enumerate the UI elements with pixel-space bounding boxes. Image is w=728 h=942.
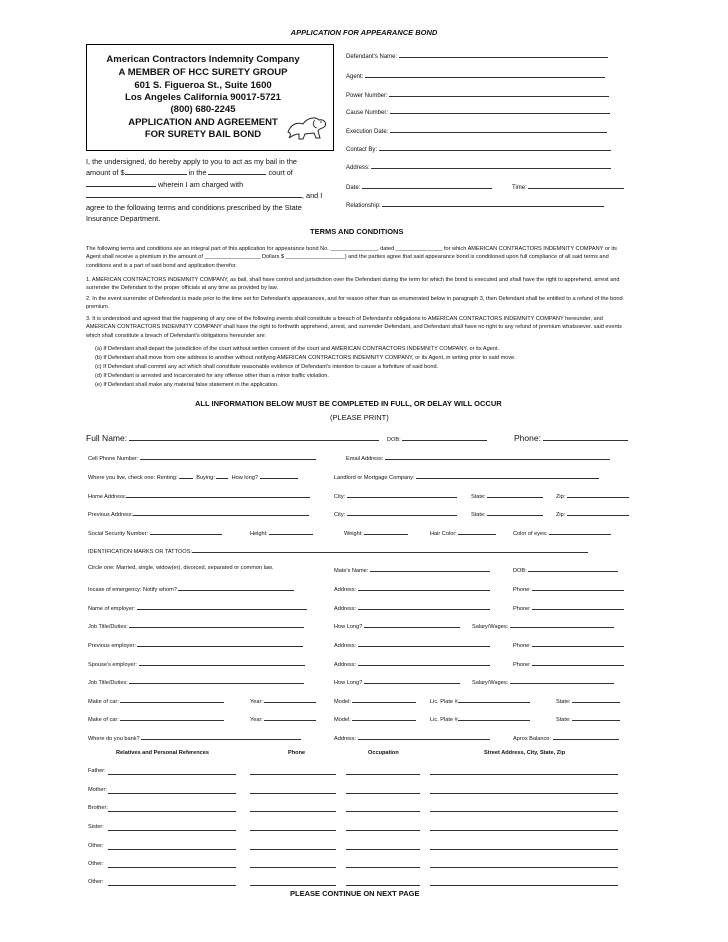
eye-color-field[interactable]: Color of eyes: bbox=[513, 528, 611, 537]
reference-phone-line[interactable] bbox=[250, 774, 336, 775]
reference-address-line[interactable] bbox=[430, 793, 618, 794]
car-1-year-field[interactable]: Year: bbox=[250, 696, 316, 705]
please-print: (PLEASE PRINT) bbox=[330, 413, 389, 422]
previous-address-field[interactable]: Previous Address: bbox=[88, 509, 309, 518]
emergency-contact-field[interactable]: Incase of emergency: Notify whom? bbox=[88, 584, 294, 593]
employer-field[interactable]: Name of employer: bbox=[88, 603, 307, 612]
terms-item-a: (a) If Defendant shall depart the jurisdiction of the court without written consent of the court and AMERICAN CONTRACTORS INDEMNITY COMPANY, or its Agent. bbox=[95, 346, 500, 352]
spouse-how-long-field[interactable]: How Long? bbox=[334, 677, 460, 686]
terms-paragraph-2: 2. In the event surrender of Defendant is made prior to the time set for Defendant's appearances, and for reason other than as enumerated below in paragraph 3, then Defendant shall be entitled to a refund of the bond premium. bbox=[86, 296, 623, 311]
reference-address-line[interactable] bbox=[430, 849, 618, 850]
home-zip-field[interactable]: Zip: bbox=[556, 491, 629, 500]
emergency-address-field[interactable]: Address: bbox=[334, 584, 490, 593]
reference-occupation-line[interactable] bbox=[346, 774, 420, 775]
reference-occupation-line[interactable] bbox=[346, 885, 420, 886]
reference-name-line[interactable] bbox=[108, 793, 236, 794]
home-state-field[interactable]: State: bbox=[471, 491, 543, 500]
relationship-field[interactable]: Relationship: bbox=[346, 199, 604, 209]
company-city: Los Angeles California 90017-5721 bbox=[125, 92, 281, 103]
car-1-model-field[interactable]: Model: bbox=[334, 696, 416, 705]
power-number-field[interactable]: Power Number: bbox=[346, 89, 609, 99]
reference-phone-line[interactable] bbox=[250, 885, 336, 886]
reference-name-line[interactable] bbox=[108, 774, 236, 775]
reference-phone-line[interactable] bbox=[250, 793, 336, 794]
time-field[interactable]: Time: bbox=[512, 181, 624, 191]
job-title-field[interactable]: Job Title/Duties: bbox=[88, 621, 304, 630]
company-name: American Contractors Indemnity Company bbox=[106, 54, 300, 65]
home-city-field[interactable]: City: bbox=[334, 491, 457, 500]
spouse-employer-field[interactable]: Spouse's employer: bbox=[88, 659, 305, 668]
reference-name-line[interactable] bbox=[108, 849, 236, 850]
reference-address-line[interactable] bbox=[430, 867, 618, 868]
references-header-address: Street Address, City, State, Zip bbox=[484, 750, 566, 756]
date-field[interactable]: Date: bbox=[346, 181, 492, 191]
references-header-name: Relatives and Personal References bbox=[116, 750, 209, 756]
weight-field[interactable]: Weight: bbox=[344, 528, 408, 537]
car-2-model-field[interactable]: Model: bbox=[334, 714, 416, 723]
references-header-phone: Phone bbox=[288, 750, 306, 756]
reference-row-label: Other: bbox=[88, 861, 104, 867]
car-2-plate-field[interactable]: Lic. Plate # bbox=[430, 714, 530, 723]
reference-occupation-line[interactable] bbox=[346, 849, 420, 850]
spouse-employer-address-field[interactable]: Address: bbox=[334, 659, 490, 668]
employer-address-field[interactable]: Address: bbox=[334, 603, 490, 612]
company-box bbox=[86, 44, 334, 151]
bank-field[interactable]: Where do you bank? bbox=[88, 733, 301, 742]
spouse-job-title-field[interactable]: Job Title/Duties: bbox=[88, 677, 304, 686]
hair-color-field[interactable]: Hair Color: bbox=[430, 528, 496, 537]
phone-field[interactable]: Phone: bbox=[514, 432, 628, 443]
company-phone: (800) 680-2245 bbox=[170, 104, 236, 115]
email-field[interactable]: Email Address: bbox=[346, 453, 610, 462]
previous-employer-phone-field[interactable]: Phone: bbox=[513, 640, 624, 649]
contact-by-field[interactable]: Contact By: bbox=[346, 143, 611, 153]
execution-date-field[interactable]: Execution Date: bbox=[346, 125, 607, 135]
reference-row-label: Father: bbox=[88, 768, 106, 774]
identification-marks-field[interactable]: IDENTIFICATION MARKS OR TATTOOS: bbox=[88, 546, 588, 555]
company-member: A MEMBER OF HCC SURETY GROUP bbox=[118, 67, 288, 78]
lion-icon bbox=[285, 112, 329, 142]
reference-row-label: Other: bbox=[88, 879, 104, 885]
reference-row-label: Brother: bbox=[88, 805, 108, 811]
car-1-state-field[interactable]: State: bbox=[556, 696, 620, 705]
terms-paragraph-1: 1. AMERICAN CONTRACTORS INDEMNITY COMPANY, as bail, shall have control and jurisdiction over the Defendant during the term for which the bond is executed and shall have the right to apprehend, arrest and surrender the Defendant to the proper officials at any time as provided by law. bbox=[86, 277, 620, 292]
reference-phone-line[interactable] bbox=[250, 811, 336, 812]
terms-item-d: (d) If Defendant is arrested and incarcerated for any offense other than a minor traffic violation. bbox=[95, 373, 329, 379]
dob-field[interactable]: DOB: bbox=[387, 434, 487, 443]
spouse-salary-field[interactable]: Salary/Wages: bbox=[472, 677, 614, 686]
defendant-name-field[interactable]: Defendant's Name: bbox=[346, 50, 608, 60]
agreement-paragraph: I, the undersigned, do hereby apply to you to act as my bail in the amount of $ in the court of wherein I am charged with , and I agree to the following terms and conditions prescribed by the State Insurance Department. bbox=[86, 157, 323, 224]
previous-employer-address-field[interactable]: Address: bbox=[334, 640, 490, 649]
reference-phone-line[interactable] bbox=[250, 849, 336, 850]
cell-phone-field[interactable]: Cell Phone Number: bbox=[88, 453, 316, 462]
previous-city-field[interactable]: City: bbox=[334, 509, 457, 518]
reference-address-line[interactable] bbox=[430, 811, 618, 812]
reference-occupation-line[interactable] bbox=[346, 830, 420, 831]
home-address-field[interactable]: Home Address: bbox=[88, 491, 310, 500]
reference-address-line[interactable] bbox=[430, 885, 618, 886]
previous-zip-field[interactable]: Zip: bbox=[556, 509, 629, 518]
reference-name-line[interactable] bbox=[108, 885, 236, 886]
salary-field[interactable]: Salary/Wages: bbox=[472, 621, 614, 630]
employer-phone-field[interactable]: Phone: bbox=[513, 603, 624, 612]
bank-address-field[interactable]: Address: bbox=[334, 733, 490, 742]
car-1-plate-field[interactable]: Lic. Plate # bbox=[430, 696, 530, 705]
job-how-long-field[interactable]: How Long? bbox=[334, 621, 460, 630]
reference-occupation-line[interactable] bbox=[346, 867, 420, 868]
residence-type-field[interactable]: Where you live, check one: Renting: Buying: How long? bbox=[88, 472, 298, 481]
terms-item-c: (c) If Defendant shall commit any act which shall constitute reasonable evidence of Defendant's intention to cause a forfeiture of said bond. bbox=[95, 364, 439, 370]
reference-name-line[interactable] bbox=[108, 811, 236, 812]
agent-field[interactable]: Agent: bbox=[346, 70, 605, 80]
bank-balance-field[interactable]: Aprox Balance: bbox=[513, 733, 619, 742]
terms-item-e: (e) If Defendant shall make any material false statement in the application. bbox=[95, 382, 279, 388]
car-1-make-field[interactable]: Make of car: bbox=[88, 696, 224, 705]
reference-phone-line[interactable] bbox=[250, 867, 336, 868]
terms-item-b: (b) If Defendant shall move from one address to another without notifying AMERICAN CONTRACTORS INDEMNITY COMPANY, or its Agent, in writing prior to said move. bbox=[95, 355, 516, 361]
car-2-state-field[interactable]: State: bbox=[556, 714, 620, 723]
marital-status-field[interactable]: Circle one: Married, single, widow(er), divorced, separated or common law. bbox=[88, 565, 274, 571]
reference-address-line[interactable] bbox=[430, 774, 618, 775]
continue-notice: PLEASE CONTINUE ON NEXT PAGE bbox=[290, 889, 420, 898]
reference-name-line[interactable] bbox=[108, 830, 236, 831]
spouse-employer-phone-field[interactable]: Phone: bbox=[513, 659, 624, 668]
mate-name-field[interactable]: Mate's Name: bbox=[334, 565, 490, 574]
reference-occupation-line[interactable] bbox=[346, 811, 420, 812]
mate-dob-field[interactable]: DOB: bbox=[513, 565, 618, 574]
document-title: APPLICATION FOR APPEARANCE BOND bbox=[290, 28, 438, 37]
reference-address-line[interactable] bbox=[430, 830, 618, 831]
company-street: 601 S. Figueroa St., Suite 1600 bbox=[134, 80, 272, 91]
completion-notice: ALL INFORMATION BELOW MUST BE COMPLETED IN FULL, OR DELAY WILL OCCUR bbox=[195, 399, 502, 408]
terms-paragraph-3: 3. It is understood and agreed that the happening of any one of the following events shall constitute a breach of Defendant's obligations to AMERICAN CONTRACTORS INDEMNITY COMPANY hereunder, and AMERICAN CONTRACTORS INDEMNITY COMPANY shall have the right to forthwith apprehend, arrest, and surrender Defendant, and Defendant shall have no right to any refund of premium whatsoever. said events which shall constitute a breach of Defendant's obligations hereunder are: bbox=[86, 316, 622, 339]
height-field[interactable]: Height: bbox=[250, 528, 313, 537]
reference-occupation-line[interactable] bbox=[346, 793, 420, 794]
previous-state-field[interactable]: State: bbox=[471, 509, 543, 518]
reference-row-label: Mother: bbox=[88, 787, 107, 793]
reference-row-label: Sister: bbox=[88, 824, 104, 830]
terms-intro: The following terms and conditions are an integral part of this application for appearance bond No. _______________, dated _______________ for which AMERICAN CONTRACTORS INDEMNITY COMPANY or its Agent shall receive a premium in the amount of __________________ Dollars $ ___________________) and the parties agree that said appearance bond is conditioned upon full compliance of all said terms and conditions and is a part of said bond and application therefor. bbox=[86, 246, 617, 269]
references-header-occupation: Occupation bbox=[368, 750, 399, 756]
previous-employer-field[interactable]: Previous employer: bbox=[88, 640, 303, 649]
cause-number-field[interactable]: Cause Number: bbox=[346, 106, 610, 116]
car-2-make-field[interactable]: Make of car: bbox=[88, 714, 224, 723]
company-app-subtitle: FOR SURETY BAIL BOND bbox=[144, 129, 262, 140]
contact-address-field[interactable]: Address: bbox=[346, 161, 611, 171]
reference-name-line[interactable] bbox=[108, 867, 236, 868]
reference-phone-line[interactable] bbox=[250, 830, 336, 831]
company-app-title: APPLICATION AND AGREEMENT bbox=[128, 117, 278, 128]
landlord-field[interactable]: Landlord or Mortgage Company: bbox=[334, 472, 599, 481]
car-2-year-field[interactable]: Year: bbox=[250, 714, 316, 723]
emergency-phone-field[interactable]: Phone: bbox=[513, 584, 624, 593]
ssn-field[interactable]: Social Security Number: bbox=[88, 528, 222, 537]
full-name-field[interactable]: Full Name: bbox=[86, 432, 379, 443]
terms-heading: TERMS AND CONDITIONS bbox=[310, 227, 404, 236]
reference-row-label: Other: bbox=[88, 843, 104, 849]
